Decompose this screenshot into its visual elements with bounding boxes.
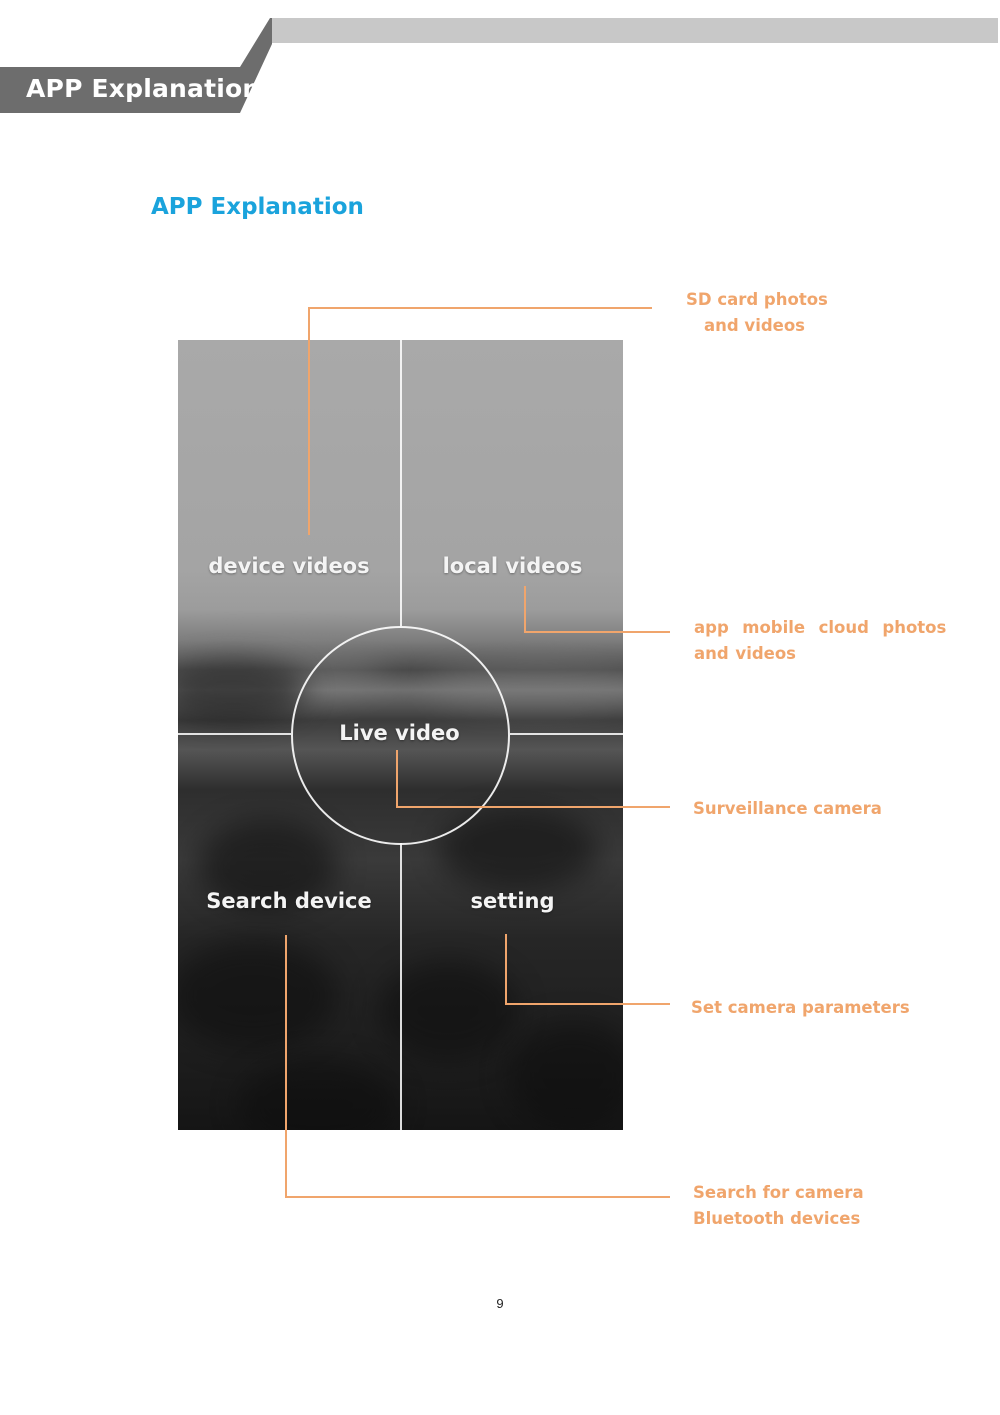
leader-cloud	[525, 586, 670, 632]
callout-set-params-line1: Set camera parameters	[691, 998, 910, 1017]
tile-search-device[interactable]: Search device	[206, 889, 372, 913]
callout-search-bt-line1: Search for camera	[693, 1183, 864, 1202]
tile-setting[interactable]: setting	[470, 889, 555, 913]
callout-cloud-line1: app mobile cloud photos	[694, 618, 947, 637]
leader-set-params	[506, 934, 670, 1004]
callout-search-bt	[693, 1180, 864, 1232]
leader-sd-card	[309, 308, 652, 535]
leader-search-bt	[286, 935, 670, 1197]
callout-cloud	[694, 615, 946, 667]
header-title: APP Explanation	[26, 74, 261, 103]
callout-sd-card	[686, 287, 828, 339]
callout-surveillance-line1: Surveillance camera	[693, 799, 882, 818]
callout-sd-card-line2: and videos	[704, 316, 806, 335]
tile-local-videos[interactable]: local videos	[442, 554, 583, 578]
callout-surveillance	[693, 796, 882, 822]
callout-cloud-line2: and videos	[694, 644, 797, 663]
callout-set-params	[691, 995, 910, 1021]
page-number: 9	[496, 1296, 504, 1311]
tile-device-videos[interactable]: device videos	[208, 554, 370, 578]
callout-search-bt-line2: Bluetooth devices	[693, 1209, 861, 1228]
leader-surveillance	[397, 750, 670, 807]
callout-sd-card-line1: SD card photos	[686, 290, 828, 309]
tile-live-video[interactable]: Live video	[339, 721, 460, 745]
section-title: APP Explanation	[151, 194, 364, 220]
